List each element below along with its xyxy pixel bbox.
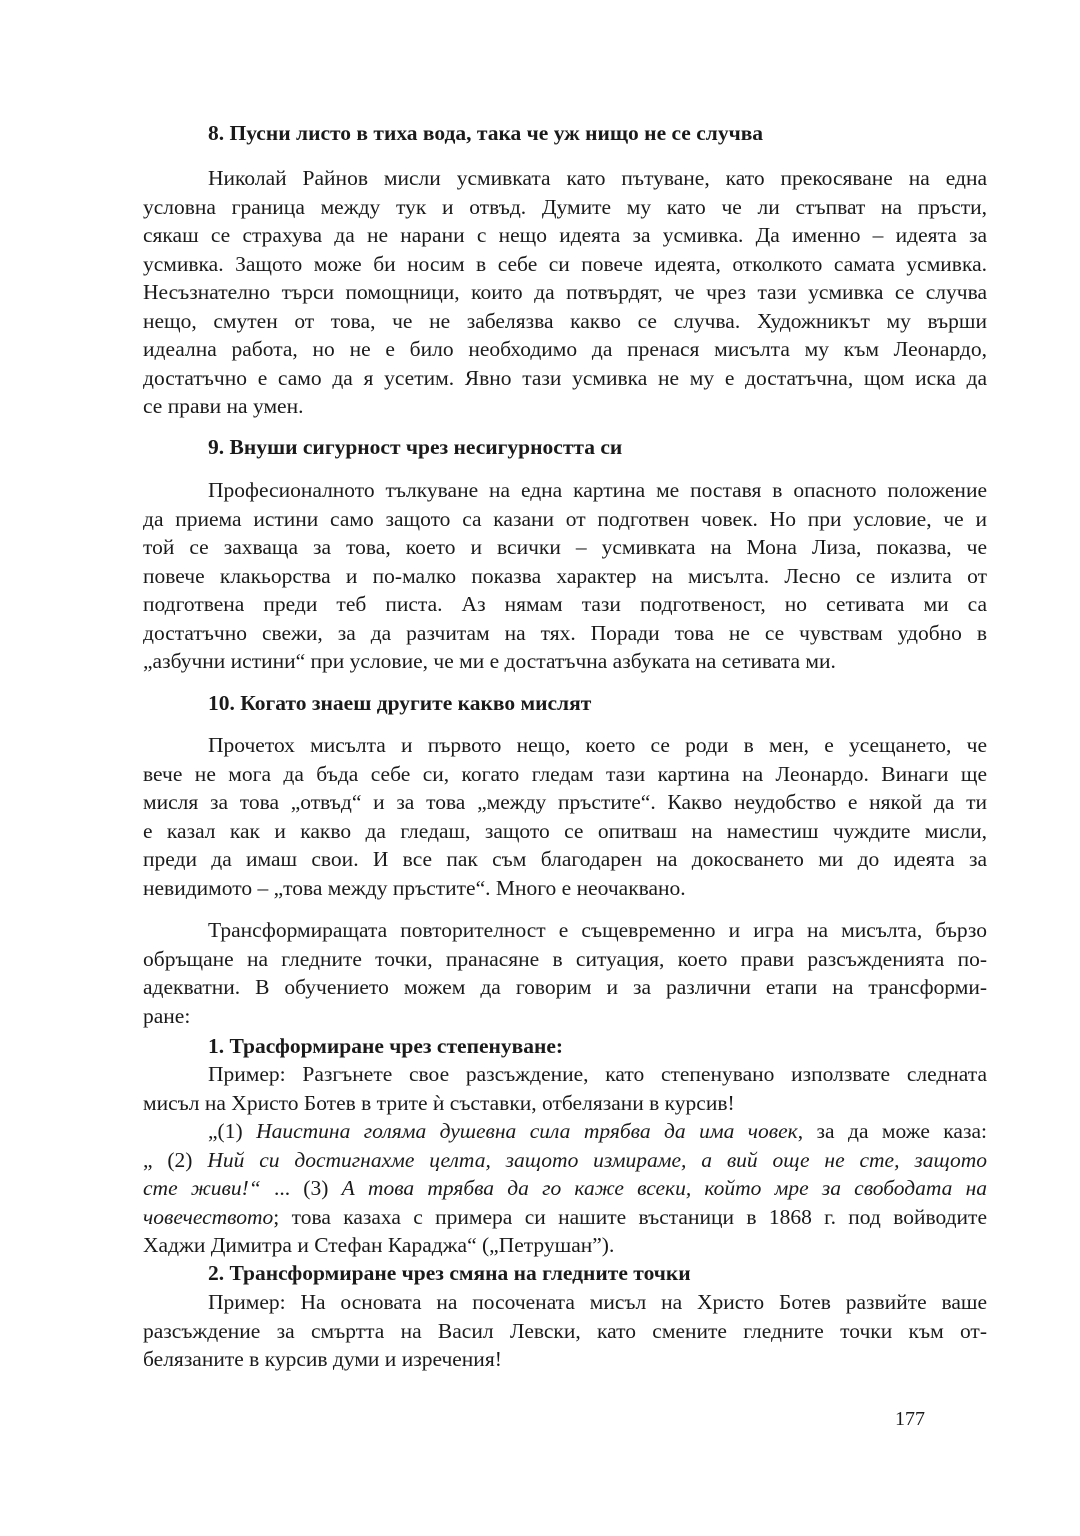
text-span: ; това казаха с примера си нашите въстаници в 1868 г. под войводите: [273, 1204, 987, 1229]
text-line: [143, 590, 987, 619]
text-span: нещо, смутен от това, че не забелязва какво се случва. Художникът му върши: [143, 308, 987, 333]
page-number: 177: [895, 1408, 925, 1430]
text-span: той се захваща за това, което и всички – усмивката на Мона Лиза, показва, че: [143, 535, 987, 559]
text-line: [143, 731, 987, 760]
text-span: подготвена преди теб писта. Аз нямам тази подготвеност, но сетивата ми са: [143, 592, 987, 616]
text-span: Пример: На основата на посочената мисъл на Христо Ботев развийте ваше: [208, 1290, 987, 1314]
text-span: „азбучни истини“ при условие, че ми е достатъчна азбуката на сетивата ми.: [143, 649, 836, 673]
text-line: [143, 916, 987, 945]
text-span: Несъзнателно търси помощници, които да потвърдят, че чрез тази усмивка се случва: [143, 280, 987, 304]
text-span: ... (3): [260, 1176, 342, 1200]
text-line: [143, 533, 987, 562]
text-line: [143, 619, 987, 648]
paragraph: [143, 1060, 987, 1117]
section-heading: 1. Трасформиране чрез степенуване:: [208, 1034, 564, 1058]
text-line: [143, 1002, 987, 1031]
text-span: достатъчно свежи, за да разчитам на тях. Поради това не се чувствам удобно в: [143, 620, 987, 645]
text-line: [143, 1117, 987, 1146]
text-span: „(1): [208, 1119, 257, 1143]
text-span: , за да може каза:: [797, 1119, 987, 1143]
paragraph: [143, 916, 987, 1030]
italic-text: Ний си достигнахме целта, защото измираме, а вий още не сте, защото: [207, 1147, 987, 1172]
section-heading: 10. Когато знаеш другите какво мислят: [208, 691, 592, 715]
text-line: [143, 1146, 987, 1175]
text-line: [143, 817, 987, 846]
text-line: [143, 250, 987, 279]
text-span: преди да имаш свои. И все пак съм благодарен на докосването ми до идеята за: [143, 847, 987, 871]
text-span: адекватни. В обучението можем да говорим и за различни етапи на трансформи-: [143, 975, 987, 999]
text-line: [143, 476, 987, 505]
text-line: [143, 505, 987, 534]
text-line: [143, 1288, 987, 1317]
text-span: достатъчно е само да я усетим. Явно тази усмивка не му е достатъчна, щом иска да: [143, 365, 987, 390]
text-line: [143, 307, 987, 336]
section-heading: 9. Внуши сигурност чрез несигурността си: [208, 435, 623, 459]
text-line: [143, 562, 987, 591]
text-line: [143, 164, 987, 193]
text-line: [143, 364, 987, 393]
text-span: усмивка. Защото може би носим в себе си повече идеята, отколкото самата усмивка.: [143, 251, 987, 276]
text-line: [143, 647, 987, 676]
paragraph: [143, 164, 987, 421]
text-span: сякаш се страхува да не нарани с нещо идеята за усмивка. Да именно – идеята за: [143, 223, 987, 247]
text-span: ране:: [143, 1003, 191, 1028]
text-line: [143, 1345, 987, 1374]
text-line: [143, 1060, 987, 1089]
text-span: да приема истини само защото са казани от подготвен човек. Но при условие, че и: [143, 506, 987, 531]
text-span: Пример: Разгънете свое разсъждение, като степенувано използвате следната: [208, 1062, 987, 1086]
text-span: идеална работа, но не е било необходимо да пренася мисълта му към Леонардо,: [143, 337, 987, 361]
text-span: повече клакьорства и по-малко показва характер на мисълта. Лесно се излита от: [143, 563, 987, 588]
text-span: Трансформиращата повторителност е същевременно и игра на мисълта, бързо: [208, 918, 987, 942]
text-span: „ (2): [143, 1147, 208, 1172]
paragraph: [143, 731, 987, 902]
text-line: [143, 1089, 987, 1118]
text-line: [143, 760, 987, 789]
text-line: [143, 973, 987, 1002]
text-line: [143, 874, 987, 903]
text-span: невидимото – „това между пръстите“. Много е неочаквано.: [143, 875, 686, 900]
text-span: мисля за това „отвъд“ и за това „между пръстите“. Какво неудобство е някой да ти: [143, 790, 987, 814]
section-heading: 2. Трансформиране чрез смяна на гледните точки: [208, 1261, 691, 1285]
paragraph: [143, 1288, 987, 1374]
text-span: вече не мога да бъда себе си, когато гледам тази картина на Леонардо. Винаги ще: [143, 761, 987, 786]
paragraph: [143, 476, 987, 676]
text-span: се прави на умен.: [143, 394, 304, 418]
text-line: [143, 1174, 987, 1203]
text-span: е казал как и какво да гледаш, защото се опитваш на наместиш чуждите мисли,: [143, 818, 987, 843]
text-line: [143, 788, 987, 817]
text-line: [143, 221, 987, 250]
text-line: [143, 193, 987, 222]
text-span: Николай Райнов мисли усмивката като пътуване, като прекосяване на една: [208, 166, 987, 190]
text-line: [143, 1203, 987, 1232]
paragraph: [143, 1117, 987, 1260]
text-line: [143, 945, 987, 974]
text-line: [143, 392, 987, 421]
text-span: разсъждение за смъртта на Васил Левски, като смените гледните точки към от-: [143, 1318, 987, 1343]
text-span: условна граница между тук и отвъд. Думите му като че ли стъпват на пръсти,: [143, 194, 987, 219]
text-line: [143, 335, 987, 364]
italic-text: Наистина голяма душевна сила трябва да има човек: [256, 1119, 798, 1143]
text-span: Прочетох мисълта и първото нещо, което се роди в мен, е усещането, че: [208, 733, 987, 757]
text-span: обръщане на гледните точки, пранасяне в ситуация, което прави разсъжденията по-: [143, 946, 987, 971]
text-line: [143, 845, 987, 874]
text-span: мисъл на Христо Ботев в трите ѝ съставки, отбелязани в курсив!: [143, 1090, 735, 1115]
section-heading: 8. Пусни листо в тиха вода, така че уж нищо не се случва: [208, 121, 764, 145]
italic-text: човечеството: [143, 1204, 274, 1229]
text-span: Професионалното тълкуване на една картина ме поставя в опасното положение: [208, 478, 987, 502]
text-span: белязаните в курсив думи и изречения!: [143, 1347, 502, 1371]
italic-text: сте живи!“: [143, 1176, 261, 1200]
text-line: [143, 1317, 987, 1346]
text-line: [143, 278, 987, 307]
text-line: [143, 1231, 987, 1260]
text-span: Хаджи Димитра и Стефан Караджа“ („Петрушан”).: [143, 1233, 615, 1257]
italic-text: А това трябва да го каже всеки, който мре за свободата на: [341, 1176, 988, 1200]
